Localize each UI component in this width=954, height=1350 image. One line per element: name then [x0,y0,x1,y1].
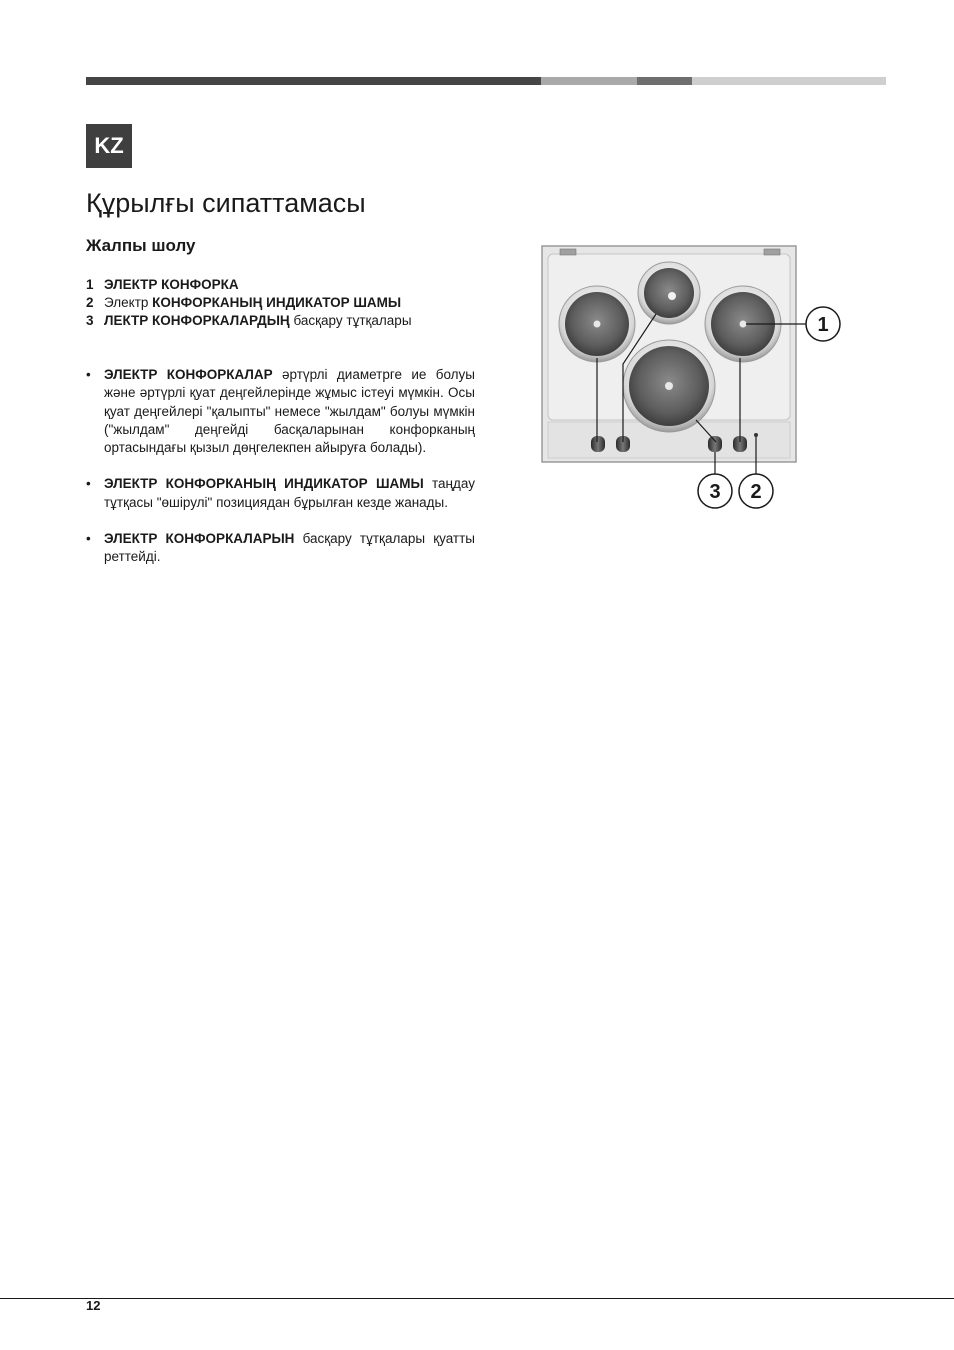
header-bar [86,77,886,85]
hob-diagram [530,240,870,520]
callout-1 [806,307,840,341]
legend-number: 2 [86,295,94,310]
bullet-item-2: • ЭЛЕКТР КОНФОРКАНЫҢ ИНДИКАТОР ШАМЫ таңдау тұтқасы "өшірулі" позициядан бұрылған кезде жанады. [86,476,475,510]
header-bar-segment-3 [637,77,692,85]
legend-item-2 [86,294,486,312]
callout-3 [698,474,732,508]
bullet-symbol: • [86,476,91,492]
knob-1 [591,436,605,452]
legend-text: ЭЛЕКТР КОНФОРКА [104,277,239,292]
description-bullets [86,366,475,585]
legend-text: ЛЕКТР КОНФОРКАЛАРДЫҢ басқару тұтқалары [104,313,412,328]
burner-front-center [623,340,715,432]
legend-item-3 [86,312,486,330]
page-title: Құрылғы сипаттамасы [86,188,366,218]
header-bar-segment-4 [692,77,886,85]
legend-number: 3 [86,313,94,328]
callout-1-label: 1 [817,314,829,336]
indicator-light [754,433,758,437]
burner-rear-left [559,286,635,362]
header-bar-segment-2 [541,77,637,85]
legend-item-1 [86,276,486,294]
callout-2-label: 2 [750,481,762,503]
bullet-symbol: • [86,531,91,547]
section-title: Жалпы шолу [86,236,196,255]
legend-text: Электр КОНФОРКАНЫҢ ИНДИКАТОР ШАМЫ [104,295,402,310]
knob-3 [708,436,722,452]
page-number: 12 [86,1298,101,1313]
callout-2 [739,474,773,508]
parts-legend [86,276,486,330]
burner-rear-center [638,262,700,324]
bullet-item-1: • ЭЛЕКТР КОНФОРКАЛАР әртүрлі диаметрге ие болуы және әртүрлі қуат деңгейлерінде жұмыс істеуі мүмкін. Осы қуат деңгейлері "қалыпты" немесе "жылдам" болуы мүмкін ("жылдам" деңгейді басқаларынан конфорканың ортасындағы қызыл дөңгелекпен айыруға болады). [86,367,475,456]
language-badge: KZ [86,124,132,168]
bullet-item-3: • ЭЛЕКТР КОНФОРКАЛАРЫН басқару тұтқалары қуатты реттейді. [86,531,475,565]
legend-number: 1 [86,277,94,292]
footer-divider [0,1298,954,1299]
header-bar-segment-1 [86,77,541,85]
bullet-symbol: • [86,367,91,382]
callout-3-label: 3 [709,481,721,503]
